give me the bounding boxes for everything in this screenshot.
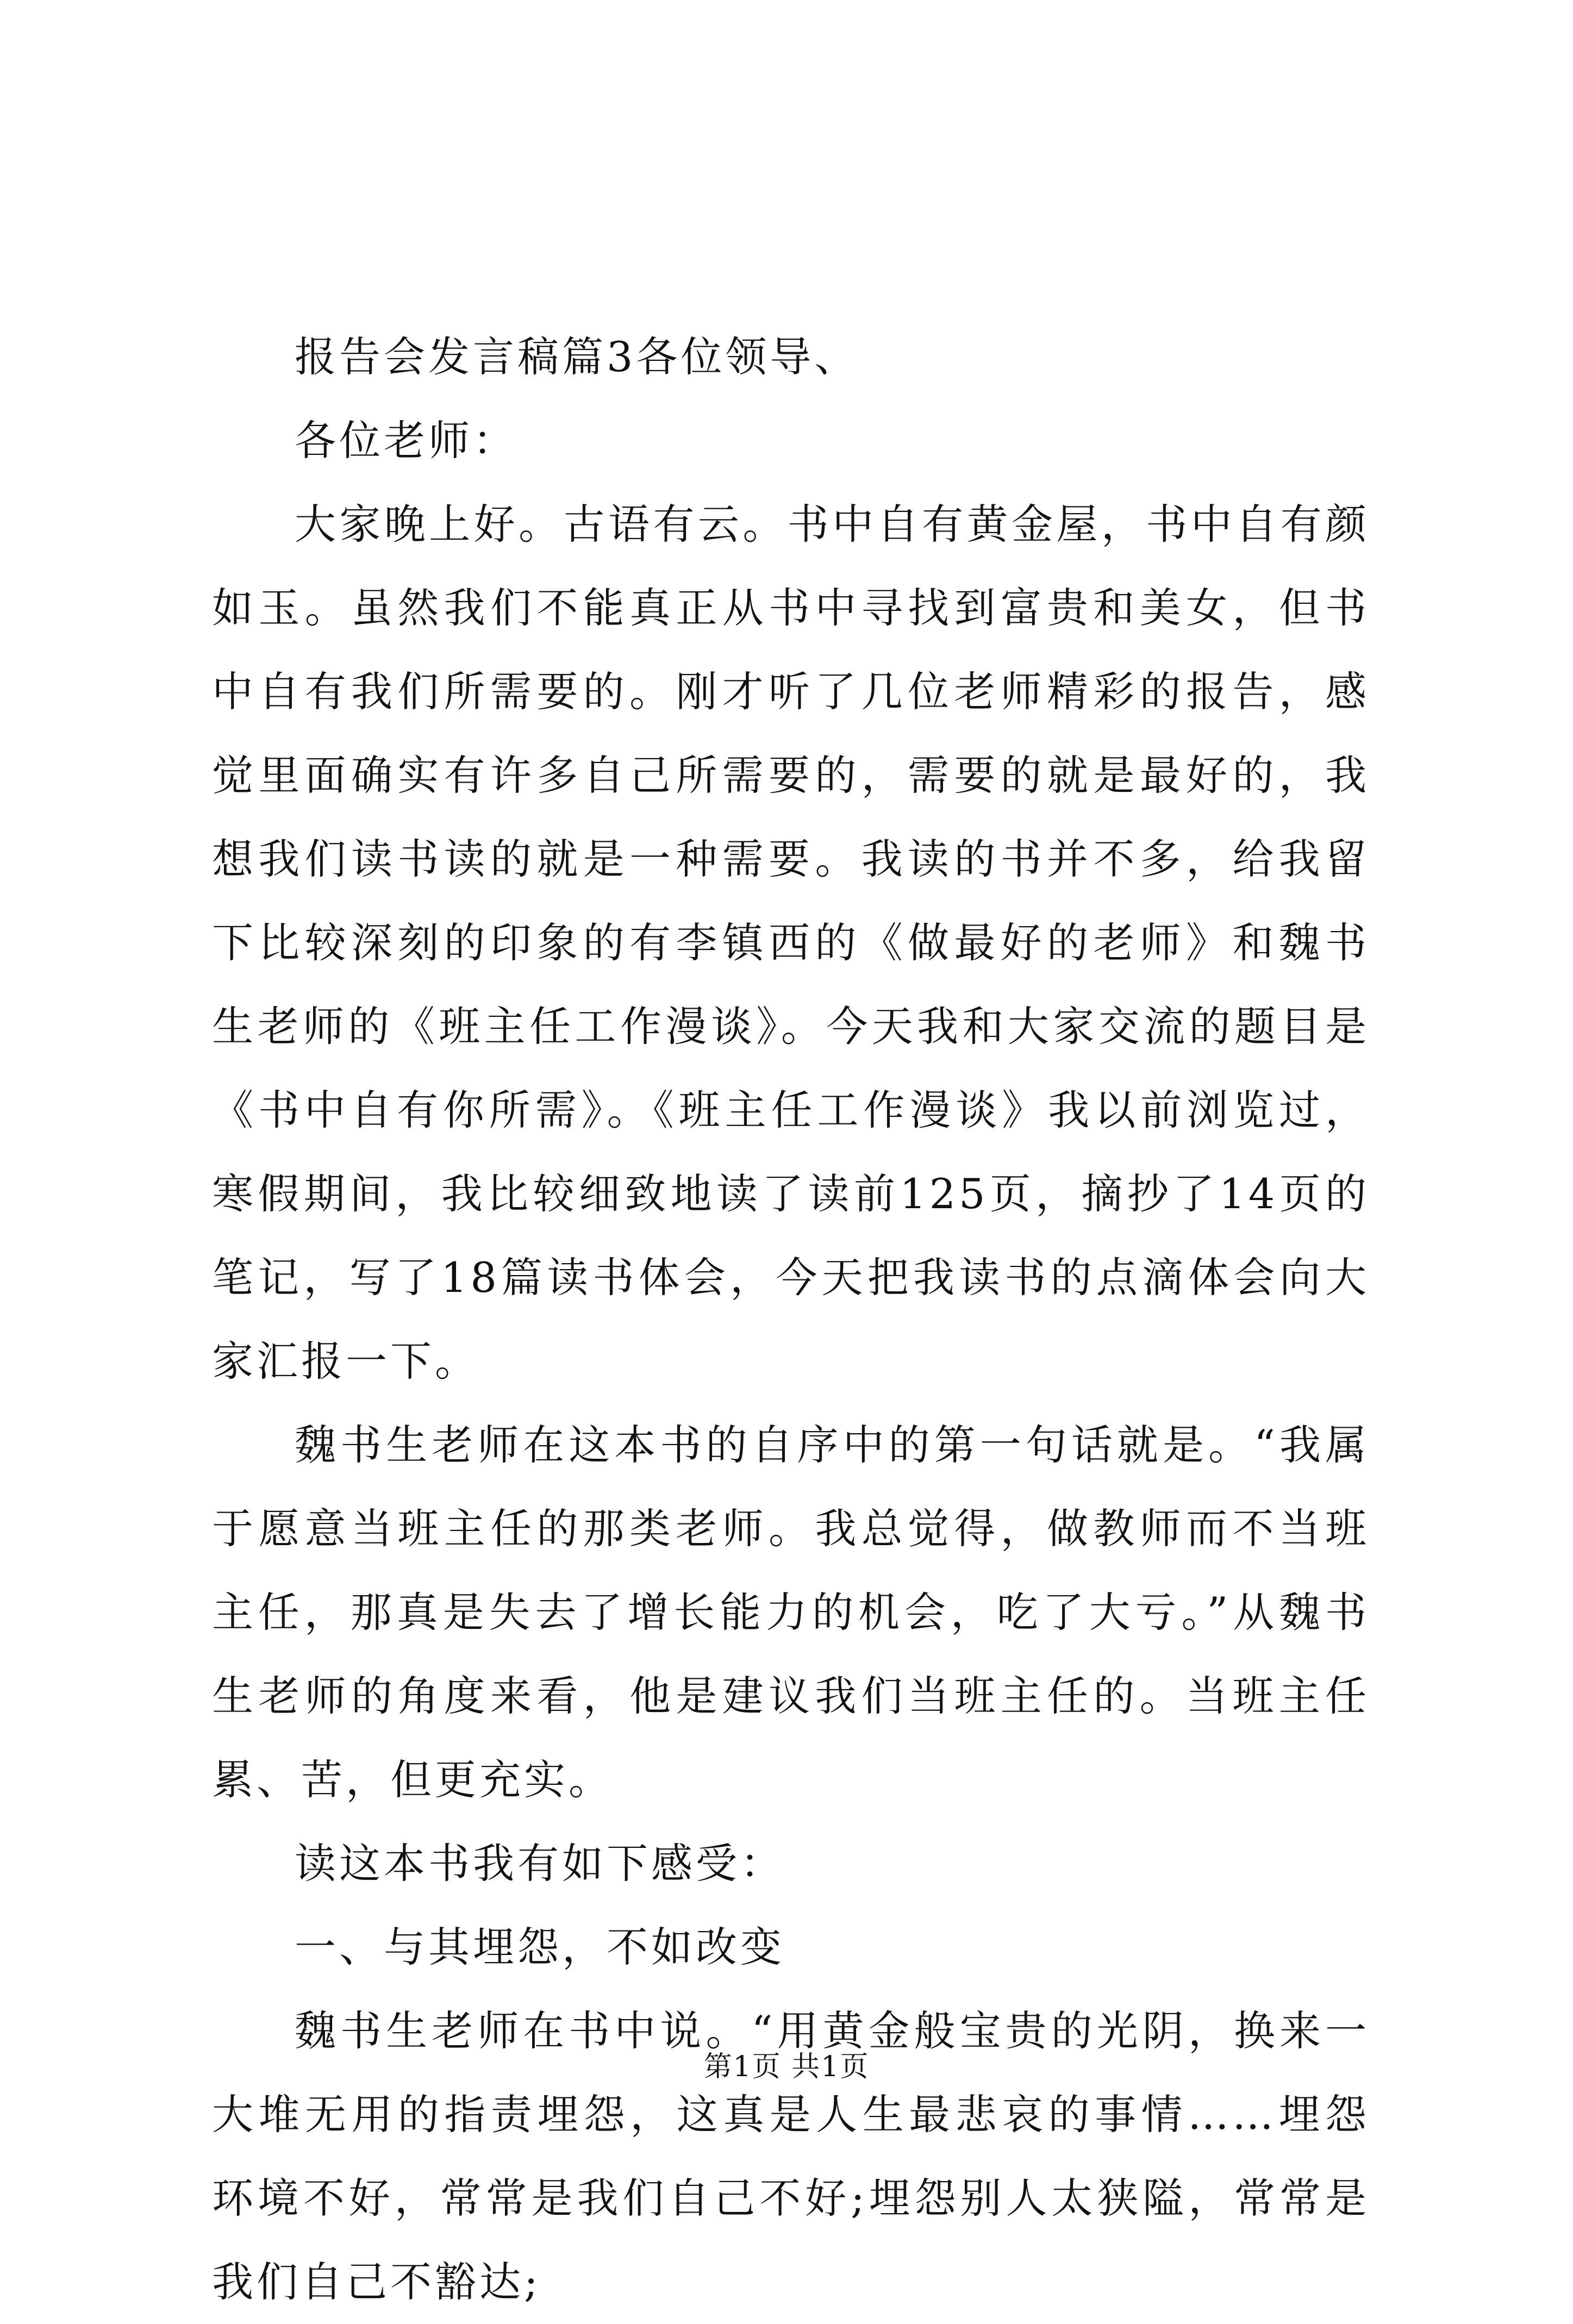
paragraph-title: 报告会发言稿篇3各位领导、 bbox=[295, 333, 859, 381]
paragraph-salutation: 各位老师： bbox=[295, 416, 517, 465]
paragraph-intro: 大家晚上好。古语有云。书中自有黄金屋，书中自有颜如玉。虽然我们不能真正从书中寻找到富贵和美女，但书中自有我们所需要的。刚才听了几位老师精彩的报告，感觉里面确实有许多自己所需要的，需要的就是最好的，我想我们读书读的就是一种需要。我读的书并不多，给我留下比较深刻的印象的有李镇西的《做最好的老师》和魏书生老师的《班主任工作漫谈》。今天我和大家交流的题目是《书中自有你所需》。《班主任工作漫谈》我以前浏览过，寒假期间，我比较细致地读了读前125页，摘抄了14页的笔记，写了18篇读书体会，今天把我读书的点滴体会向大家汇报一下。 bbox=[212, 500, 1370, 1385]
paragraph-section-1: 魏书生老师在书中说。“用黄金般宝贵的光阴，换来一大堆无用的指责埋怨，这真是人生最悲哀的事情……埋怨环境不好，常常是我们自己不好;埋怨别人太狭隘，常常是我们自己不豁达; bbox=[212, 2007, 1370, 2306]
document-body bbox=[212, 315, 1370, 2324]
page-footer: 第1页 共1页 bbox=[703, 2051, 870, 2083]
section-heading-1: 一、与其埋怨，不如改变 bbox=[295, 1923, 785, 1971]
paragraph-preface-quote: 魏书生老师在这本书的自序中的第一句话就是。“我属于愿意当班主任的那类老师。我总觉得，做教师而不当班主任，那真是失去了增长能力的机会，吃了大亏。”从魏书生老师的角度来看，他是建议我们当班主任的。当班主任累、苦，但更充实。 bbox=[212, 1421, 1370, 1804]
paragraph-feelings-intro: 读这本书我有如下感受： bbox=[295, 1839, 785, 1888]
